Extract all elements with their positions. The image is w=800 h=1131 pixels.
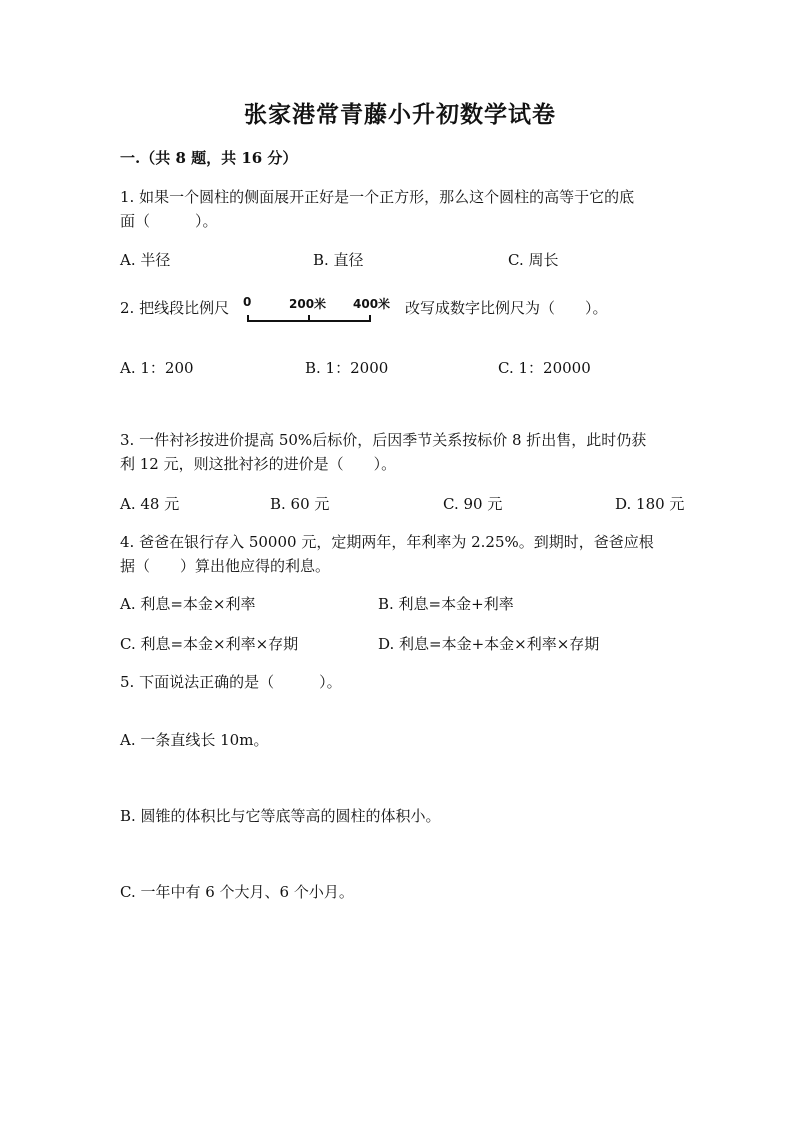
- question-3-option-b: B. 60 元: [270, 495, 330, 513]
- question-4-option-c: C. 利息=本金×利率×存期: [120, 635, 299, 653]
- question-4-option-d: D. 利息=本金+本金×利率×存期: [378, 635, 600, 653]
- question-4-option-b: B. 利息=本金+利率: [378, 595, 514, 613]
- question-1-option-c: C. 周长: [508, 251, 559, 269]
- question-2-text-before: 2. 把线段比例尺: [120, 299, 230, 317]
- question-2-option-a: A. 1：200: [120, 359, 194, 377]
- question-1-line-2: 面（ ）。: [120, 212, 218, 230]
- question-1-option-a: A. 半径: [120, 251, 171, 269]
- question-3-option-a: A. 48 元: [120, 495, 180, 513]
- question-3-line-2: 利 12 元，则这批衬衫的进价是（ ）。: [120, 455, 397, 473]
- question-5-option-b: B. 圆锥的体积比与它等底等高的圆柱的体积小。: [120, 807, 441, 825]
- question-2-text-after: 改写成数字比例尺为（ ）。: [405, 299, 608, 317]
- question-3-line-1: 3. 一件衬衫按进价提高 50%后标价，后因季节关系按标价 8 折出售，此时仍获: [120, 431, 647, 449]
- question-1-line-1: 1. 如果一个圆柱的侧面展开正好是一个正方形，那么这个圆柱的高等于它的底: [120, 188, 635, 206]
- question-4-line-2: 据（ ）算出他应得的利息。: [120, 557, 331, 575]
- question-4-option-a: A. 利息=本金×利率: [120, 595, 256, 613]
- scale-label-0: 0: [243, 295, 252, 309]
- question-5-option-a: A. 一条直线长 10m。: [120, 731, 269, 749]
- question-5-option-c: C. 一年中有 6 个大月、6 个小月。: [120, 883, 354, 901]
- section-heading: 一.（共 8 题，共 16 分）: [120, 149, 298, 167]
- question-2-option-b: B. 1：2000: [305, 359, 389, 377]
- scale-label-400: 400米: [353, 297, 391, 311]
- scale-label-200: 200米: [289, 297, 327, 311]
- question-5-line-1: 5. 下面说法正确的是（ ）。: [120, 673, 342, 691]
- question-2-option-c: C. 1：20000: [498, 359, 591, 377]
- scale-bar: [243, 295, 393, 325]
- question-3-option-c: C. 90 元: [443, 495, 503, 513]
- question-3-option-d: D. 180 元: [615, 495, 685, 513]
- line-segment-scale: [243, 295, 393, 325]
- page-title: 张家港常青藤小升初数学试卷: [244, 102, 556, 128]
- question-4-line-1: 4. 爸爸在银行存入 50000 元，定期两年，年利率为 2.25%。到期时，爸爸应根: [120, 533, 654, 551]
- question-1-option-b: B. 直径: [313, 251, 364, 269]
